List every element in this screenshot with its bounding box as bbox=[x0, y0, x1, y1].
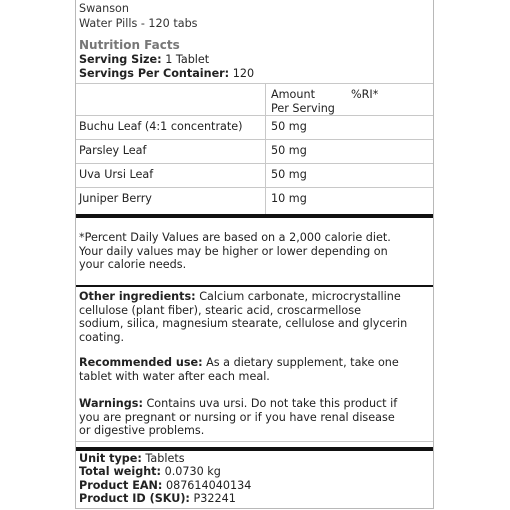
serving-size bbox=[79, 53, 209, 67]
column-divider bbox=[265, 84, 266, 215]
brand-name: Swanson bbox=[79, 2, 129, 15]
warnings bbox=[79, 397, 431, 438]
recommended-use-label: Recommended use: bbox=[79, 356, 203, 369]
row-divider bbox=[76, 139, 433, 140]
warnings-text: or digestive problems. bbox=[79, 424, 205, 438]
product-sku-label: Product ID (SKU): bbox=[79, 492, 190, 506]
product-ean bbox=[79, 479, 431, 492]
servings-value: 120 bbox=[232, 67, 255, 80]
ingredient-name: Uva Ursi Leaf bbox=[79, 168, 154, 181]
divider bbox=[76, 441, 433, 442]
amount-header-line2: Per Serving bbox=[271, 102, 335, 115]
total-weight-value: 0.0730 kg bbox=[164, 465, 221, 479]
product-ean-value: 087614040134 bbox=[165, 478, 252, 492]
recommended-use bbox=[79, 356, 431, 383]
divider bbox=[76, 115, 433, 116]
footnote-line: your calorie needs. bbox=[79, 258, 187, 272]
unit-type-value: Tablets bbox=[145, 452, 185, 465]
product-sku bbox=[79, 492, 431, 505]
unit-type-label: Unit type: bbox=[79, 452, 142, 465]
other-ingredients-text: coating. bbox=[79, 330, 125, 344]
other-ingredients-text: Calcium carbonate, microcrystalline bbox=[199, 290, 401, 303]
other-ingredients-text: sodium, silica, magnesium stearate, cellulose and glycerin bbox=[79, 317, 408, 331]
nutrition-facts-title: Nutrition Facts bbox=[79, 38, 180, 52]
product-info bbox=[79, 452, 431, 506]
ingredient-name: Juniper Berry bbox=[79, 192, 152, 205]
product-ean-label: Product EAN: bbox=[79, 478, 163, 492]
row-divider bbox=[76, 187, 433, 188]
ingredient-amount: 50 mg bbox=[271, 120, 307, 133]
amount-header-line1: Amount bbox=[271, 88, 315, 101]
ingredient-amount: 10 mg bbox=[271, 192, 307, 205]
total-weight-label: Total weight: bbox=[79, 465, 162, 479]
product-name: Water Pills - 120 tabs bbox=[79, 17, 198, 30]
ri-column-header: %RI* bbox=[351, 88, 379, 101]
warnings-text: Contains uva ursi. Do not take this product if bbox=[146, 397, 398, 410]
warnings-text: you are pregnant or nursing or if you have renal disease bbox=[79, 410, 395, 424]
serving-size-value: 1 Tablet bbox=[165, 53, 210, 66]
ingredient-name: Parsley Leaf bbox=[79, 144, 147, 157]
servings-label: Servings Per Container: bbox=[79, 67, 230, 80]
product-header bbox=[79, 1, 198, 31]
footnote-line: Your daily values may be higher or lower depending on bbox=[79, 244, 388, 258]
thick-divider bbox=[76, 214, 433, 218]
ingredient-amount: 50 mg bbox=[271, 144, 307, 157]
product-sku-value: P32241 bbox=[193, 492, 236, 506]
other-ingredients-label: Other ingredients: bbox=[79, 290, 196, 303]
other-ingredients bbox=[79, 290, 431, 344]
thick-divider bbox=[76, 447, 433, 451]
daily-value-footnote bbox=[79, 231, 431, 272]
serving-size-label: Serving Size: bbox=[79, 53, 162, 66]
recommended-use-text: As a dietary supplement, take one bbox=[206, 356, 399, 369]
thick-divider bbox=[76, 285, 433, 287]
supplement-facts-panel bbox=[75, 0, 434, 509]
divider bbox=[76, 83, 433, 84]
total-weight bbox=[79, 465, 431, 478]
ingredient-amount: 50 mg bbox=[271, 168, 307, 181]
ingredient-name: Buchu Leaf (4:1 concentrate) bbox=[79, 120, 243, 133]
amount-column-header bbox=[271, 88, 335, 116]
footnote-line: *Percent Daily Values are based on a 2,000 calorie diet. bbox=[79, 231, 391, 244]
servings-per-container bbox=[79, 67, 254, 81]
unit-type bbox=[79, 452, 431, 465]
warnings-label: Warnings: bbox=[79, 397, 143, 410]
row-divider bbox=[76, 163, 433, 164]
recommended-use-text: tablet with water after each meal. bbox=[79, 369, 270, 383]
other-ingredients-text: cellulose (plant fiber), stearic acid, croscarmellose bbox=[79, 303, 361, 317]
